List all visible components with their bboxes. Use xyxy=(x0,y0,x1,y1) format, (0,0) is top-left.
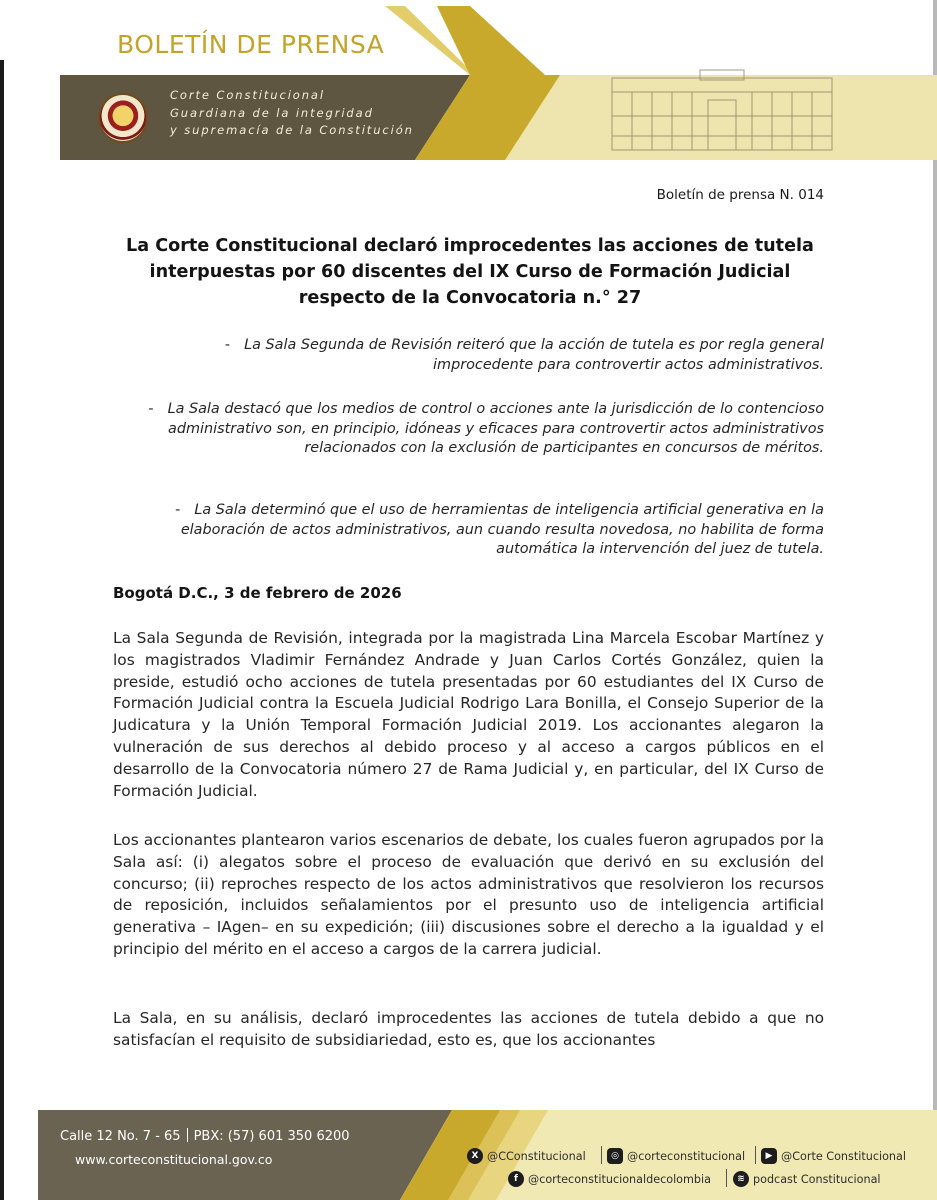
page-edge-left xyxy=(0,0,4,1200)
social-separator xyxy=(755,1146,756,1164)
bullet-dash: - xyxy=(224,337,231,353)
bullet-text: La Sala destacó que los medios de control o acciones ante la jurisdicción de lo contencioso administrativo son, en principio, idóneas y eficaces para controvertir actos administrativos relacionados con la exclusión de participantes en concursos de méritos. xyxy=(167,401,824,456)
footer-website-link[interactable]: www.corteconstitucional.gov.co xyxy=(75,1152,273,1167)
bullet-dash: - xyxy=(175,502,181,518)
header-tagline-line-2: Guardiana de la integridad xyxy=(170,106,374,120)
body-paragraph: La Sala, en su análisis, declaró improcedentes las acciones de tutela debido a que no satisfacían el requisito de subsidiariedad, esto es, que los accionantes xyxy=(113,1009,824,1049)
social-separator xyxy=(726,1169,727,1187)
social-spotify-link[interactable] xyxy=(733,1171,881,1187)
social-label: @CConstitucional xyxy=(487,1149,586,1163)
social-instagram-link[interactable] xyxy=(607,1148,745,1164)
bulletin-header-title: BOLETÍN DE PRENSA xyxy=(117,30,385,59)
summary-bullet xyxy=(140,400,824,459)
bullet-text: La Sala Segunda de Revisión reiteró que la acción de tutela es por regla general improcedente para controvertir actos administrativos. xyxy=(244,337,824,373)
youtube-icon: ▶ xyxy=(761,1148,777,1164)
summary-bullet xyxy=(140,336,824,375)
header-tagline-line-3: y supremacía de la Constitución xyxy=(170,123,414,137)
dateline: Bogotá D.C., 3 de febrero de 2026 xyxy=(113,584,402,602)
social-x-link[interactable] xyxy=(467,1148,586,1164)
address-separator xyxy=(187,1128,188,1142)
body-paragraph: La Sala Segunda de Revisión, integrada por la magistrada Lina Marcela Escobar Martínez y los magistrados Vladimir Fernández Andrade y Juan Carlos Cortés González, quien la preside, estudió ocho acciones de tutela presentadas por 60 estudiantes del IX Curso de Formación Judicial contra la Escuela Judicial Rodrigo Lara Bonilla, el Consejo Superior de la Judicatura y la Unión Temporal Formación Judicial 2019. Los accionantes alegaron la vulneración de sus derechos al debido proceso y al acceso a cargos públicos en el desarrollo de la Convocatoria número 27 de Rama Judicial y, en particular, del IX Curso de Formación Judicial. xyxy=(113,629,824,800)
header-banner-graphic xyxy=(0,0,937,170)
summary-bullet xyxy=(140,501,824,560)
social-label: @Corte Constitucional xyxy=(781,1149,906,1163)
social-separator xyxy=(601,1146,602,1164)
bulletin-number: Boletín de prensa N. 014 xyxy=(656,187,824,203)
page-edge-right xyxy=(933,0,937,1200)
social-label: @corteconstitucionaldecolombia xyxy=(528,1172,711,1186)
social-youtube-link[interactable] xyxy=(761,1148,906,1164)
phone-text: PBX: (57) 601 350 6200 xyxy=(193,1129,350,1144)
social-facebook-link[interactable] xyxy=(508,1171,711,1187)
facebook-icon: f xyxy=(508,1171,524,1187)
social-label: podcast Constitucional xyxy=(753,1172,881,1186)
bullet-text: La Sala determinó que el uso de herramientas de inteligencia artificial generativa en la elaboración de actos administrativos, aun cuando resulta novedosa, no habilita de forma automática la intervención del juez de tutela. xyxy=(180,502,824,557)
header-tagline-line-1: Corte Constitucional xyxy=(170,88,325,102)
spotify-icon: ≋ xyxy=(733,1171,749,1187)
x-icon: X xyxy=(467,1148,483,1164)
bullet-dash: - xyxy=(148,401,154,417)
body-paragraph: Los accionantes plantearon varios escenarios de debate, los cuales fueron agrupados por la Sala así: (i) alegatos sobre el proceso de evaluación que derivó en su exclusión del concurso; (ii) reproches respecto de los actos administrativos que resolvieron los recursos de reposición, incluidos señalamientos por el presunto uso de inteligencia artificial generativa – IAgen– en su expedición; (iii) discusiones sobre el derecho a la igualdad y el principio del mérito en el acceso a cargos de la carrera judicial. xyxy=(113,831,824,958)
footer-address xyxy=(60,1128,350,1144)
address-text: Calle 12 No. 7 - 65 xyxy=(60,1129,181,1144)
headline: La Corte Constitucional declaró improcedentes las acciones de tutela interpuestas por 60 discentes del IX Curso de Formación Judicial respecto de la Convocatoria n.° 27 xyxy=(126,236,814,308)
instagram-icon: ◎ xyxy=(607,1148,623,1164)
court-seal-logo xyxy=(98,93,148,143)
social-label: @corteconstitucional xyxy=(627,1149,746,1163)
